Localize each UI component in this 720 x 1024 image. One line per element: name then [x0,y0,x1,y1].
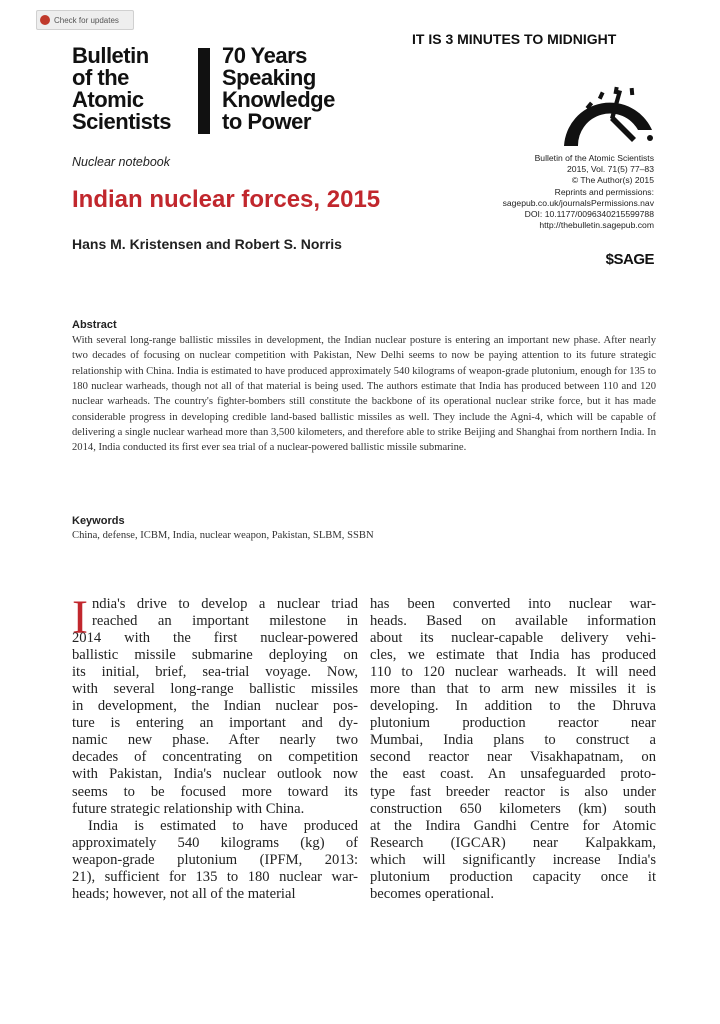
doi-link[interactable]: DOI: 10.1177/0096340215599788 [524,209,654,220]
body-line: Mumbai, India plans to construct a [370,732,656,749]
body-line: Research (IGCAR) near Kalpakkam, [370,834,656,851]
body-line: cles, we estimate that India has produced [370,647,656,664]
body-column-left [72,591,358,903]
sage-icon: $ [605,251,614,268]
body-line: reached an important milestone in [92,613,358,630]
article-title: Indian nuclear forces, 2015 [72,186,381,213]
meta-line: © The Author(s) 2015 [571,175,654,186]
body-line: more than that to arm new missiles it is [370,681,656,698]
publisher-name: SAGE [613,251,654,268]
brand-line: Speaking [222,65,316,90]
body-line: ture is entering an important and dy- [72,715,358,732]
body-line: seems to be focused more toward its [72,783,358,800]
body-line: weapon-grade plutonium (IPFM, 2013: [72,851,358,868]
body-line: with Pakistan, India's nuclear outlook now [72,766,358,783]
body-line: 21), sufficient for 135 to 180 nuclear war- [72,868,358,885]
logo-divider-bar [198,48,210,134]
section-label: Nuclear notebook [72,155,170,169]
midnight-tagline: IT IS 3 MINUTES TO MIDNIGHT [412,31,617,47]
body-line: which will significantly increase India's [370,851,656,868]
body-line: second reactor near Visakhapatnam, on [370,749,656,766]
body-line: in development, the Indian nuclear pos- [72,698,358,715]
brand-line: Scientists [72,109,171,134]
body-line: at the Indira Gandhi Centre for Atomic [370,817,656,834]
body-column-right [370,596,656,903]
body-line: 2014 with the first nuclear-powered [72,630,358,647]
body-line: namic new phase. After nearly two [72,732,358,749]
journal-url-link[interactable]: http://thebulletin.sagepub.com [539,220,654,231]
brand-line: Bulletin [72,43,149,68]
abstract-text: With several long-range ballistic missiles in development, the Indian nuclear posture is entering an important new phase. After nearly two decades of focusing on nuclear competition with Pakistan, New Delhi seems to now be paying attention to its future strategic relationship with China. India is estimated to have produced approximately 540 kilograms of weapon-grade plutonium, enough for 135 to 180 nuclear warheads, though not all of that material is being used. The authors estimate that India has produced between 110 and 120 nuclear warheads. The country's fighter-bombers still constitute the backbone of its operational nuclear strike force, but it has made considerable progress in developing credible land-based ballistic missiles as well. They include the Agni-4, which will be capable of delivering a single nuclear warhead more than 3,500 kilometers, and therefore able to strike Beijing and Shanghai from northern India. In 2014, India conducted its first ever sea trial of a nuclear-powered ballistic missile submarine. [72,335,656,454]
brand-line: Knowledge [222,87,335,112]
doomsday-clock-icon [560,60,660,146]
meta-line: 2015, Vol. 71(5) 77–83 [567,164,654,175]
keywords-text: China, defense, ICBM, India, nuclear weapon, Pakistan, SLBM, SSBN [72,530,374,541]
brand-line: 70 Years [222,43,307,68]
check-for-updates-icon [40,15,50,25]
publication-meta [503,153,654,231]
body-line: with several long-range ballistic missiles [72,681,358,698]
body-line: developing. In addition to the Dhruva [370,698,656,715]
body-line: future strategic relationship with China. [72,800,305,817]
body-line: ballistic missile submarine deploying on [72,647,358,664]
keywords-heading: Keywords [72,515,125,527]
abstract-heading: Abstract [72,319,117,331]
body-line: the east coast. An unsafeguarded proto- [370,766,656,783]
body-line: heads; however, not all of the material [72,885,296,902]
body-line: plutonium production capacity once it [370,868,656,885]
brand-line: to Power [222,109,311,134]
publisher-logo [606,251,654,268]
journal-logo-text [72,45,171,133]
body-line: has been converted into nuclear war- [370,596,656,612]
body-line: type fast breeder reactor is also under [370,783,656,800]
body-line: decades of concentrating on competition [72,749,358,766]
permissions-link[interactable]: sagepub.co.uk/journalsPermissions.nav [502,197,654,208]
drop-cap: I [72,591,88,644]
body-line: approximately 540 kilograms (kg) of [72,834,358,851]
check-for-updates-label: Check for updates [54,15,119,25]
body-line: its initial, brief, sea-trial voyage. Now, [72,664,358,681]
meta-line: Reprints and permissions: [554,186,654,197]
body-line: ndia's drive to develop a nuclear triad [92,596,358,612]
body-line: 110 to 120 nuclear warheads. It will need [370,664,656,681]
article-authors: Hans M. Kristensen and Robert S. Norris [72,236,342,252]
brand-line: Atomic [72,87,144,112]
body-line: becomes operational. [370,885,494,902]
anniversary-logo-text [222,45,335,133]
brand-line: of the [72,65,129,90]
body-line: plutonium production reactor near [370,715,656,732]
body-line: construction 650 kilometers (km) south [370,800,656,817]
meta-line: Bulletin of the Atomic Scientists [534,153,654,163]
body-line: heads. Based on available information [370,613,656,630]
check-for-updates-button[interactable] [36,10,134,30]
body-line: about its nuclear-capable delivery vehi- [370,630,656,647]
body-line: India is estimated to have produced [88,817,358,834]
